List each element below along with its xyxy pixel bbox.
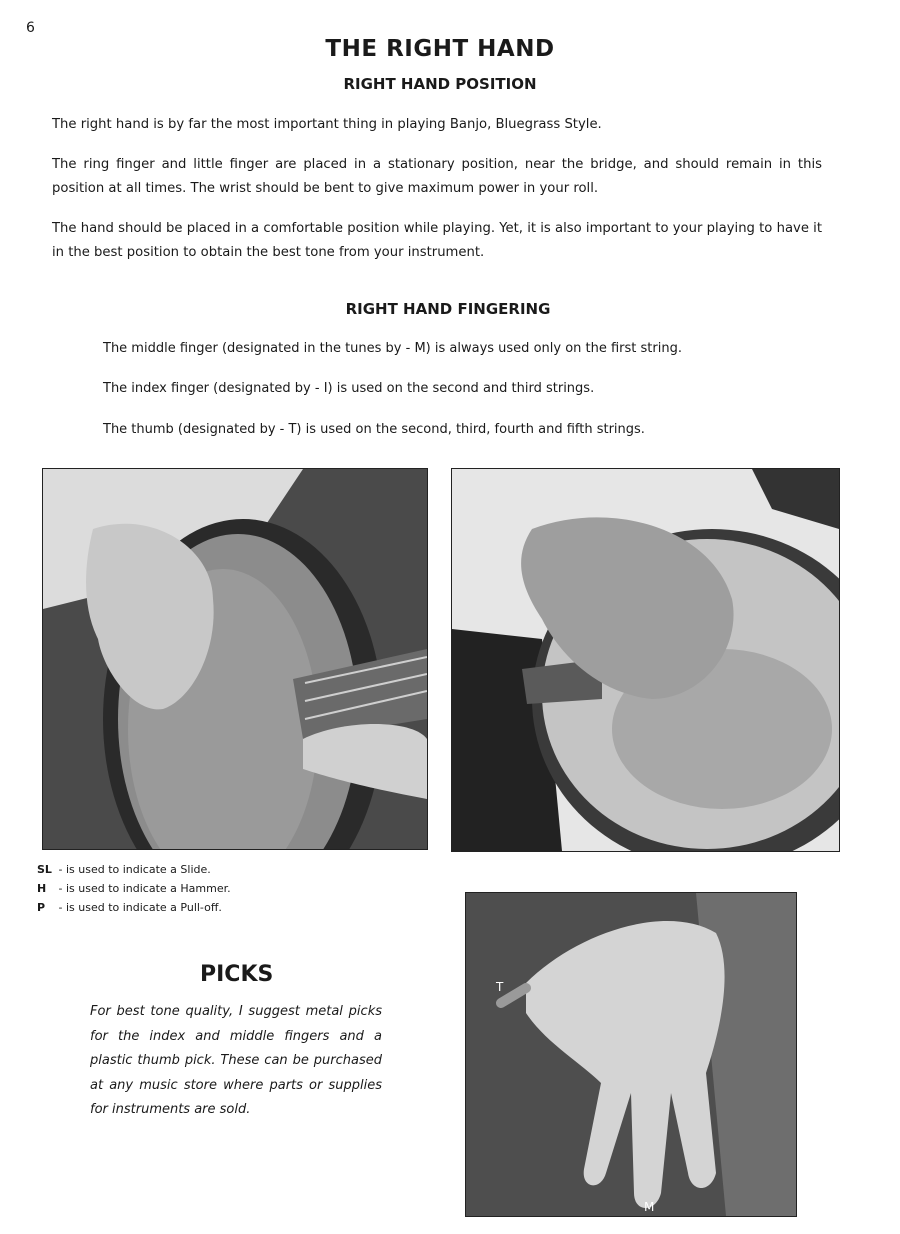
section-subtitle: RIGHT HAND POSITION: [343, 75, 537, 93]
paragraph-hand-position: The hand should be placed in a comfortable position while playing. Yet, it is also important to your playing to have it in the best position to obtain the best tone from your instrument.: [52, 221, 822, 260]
legend-abbr: P: [37, 901, 46, 914]
paragraph-ring-finger: The ring finger and little finger are placed in a stationary position, near the bridge, and should remain in this position at all times. The wrist should be bent to give maximum power in your roll.: [52, 157, 822, 196]
paragraph-intro: The right hand is by far the most important thing in playing Banjo, Bluegrass Style.: [52, 117, 602, 132]
legend-text: - is used to indicate a Hammer.: [58, 882, 231, 895]
fingering-heading: RIGHT HAND FINGERING: [345, 300, 551, 318]
legend-abbr: H: [37, 882, 47, 895]
legend-item-slide: [37, 860, 231, 879]
photo-label-middle: M: [644, 1200, 655, 1214]
legend-item-pulloff: [37, 898, 231, 917]
fingering-middle: The middle finger (designated in the tunes by - M) is always used only on the first string.: [103, 341, 682, 356]
page-number: 6: [26, 20, 35, 36]
page-title: THE RIGHT HAND: [325, 36, 555, 62]
notation-legend: [37, 860, 231, 917]
fingering-index: The index finger (designated by - I) is used on the second and third strings.: [103, 381, 595, 396]
photo-label-thumb: T: [496, 980, 504, 994]
legend-item-hammer: [37, 879, 231, 898]
legend-abbr: SL: [37, 863, 52, 876]
legend-text: - is used to indicate a Slide.: [58, 863, 211, 876]
photo-hand-with-picks: [465, 892, 797, 1217]
picks-heading: PICKS: [200, 962, 274, 987]
photo-right-hand-on-banjo: [42, 468, 428, 850]
picks-paragraph: For best tone quality, I suggest metal picks for the index and middle fingers and a plastic thumb pick. These can be purchased at any music store where parts or supplies for instruments are sold.: [90, 1004, 382, 1117]
legend-text: - is used to indicate a Pull-off.: [58, 901, 222, 914]
photo-hand-near-bridge: [451, 468, 840, 852]
fingering-thumb: The thumb (designated by - T) is used on the second, third, fourth and fifth strings.: [103, 422, 645, 437]
